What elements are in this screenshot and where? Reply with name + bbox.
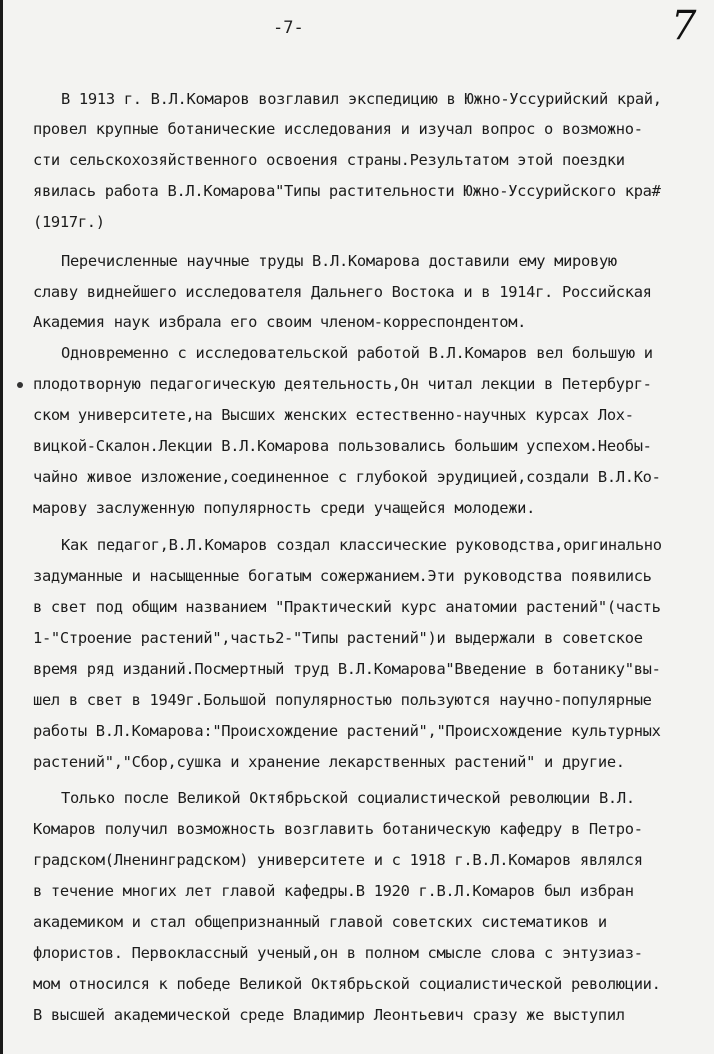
text-line: ском университете,на Высших женских естественно-научных курсах Лох- xyxy=(33,406,634,424)
text-line: в течение многих лет главой кафедры.В 1920 г.В.Л.Комаров был избран xyxy=(33,882,634,900)
text-line: плодотворную педагогическую деятельность,Он читал лекции в Петербург- xyxy=(33,375,652,393)
text-line: В высшей академической среде Владимир Леонтьевич сразу же выступил xyxy=(33,1006,625,1024)
text-line: шел в свет в 1949г.Большой популярностью пользуются научно-популярные xyxy=(33,691,652,709)
page-number: -7- xyxy=(273,18,304,38)
text-line: сти сельскохозяйственного освоения страны.Результатом этой поездки xyxy=(33,151,625,169)
text-line: в свет под общим названием "Практический курс анатомии растений"(часть xyxy=(33,598,661,616)
text-line: академиком и стал общепризнанный главой советских систематиков и xyxy=(33,913,607,931)
text-line: мом относился к победе Великой Октябрьской социалистической революции. xyxy=(33,975,661,993)
text-line: время ряд изданий.Посмертный труд В.Л.Комарова"Введение в ботанику"вы- xyxy=(33,660,661,678)
text-line: Перечисленные научные труды В.Л.Комарова доставили ему мировую xyxy=(61,252,617,270)
text-line: марову заслуженную популярность среди учащейся молодежи. xyxy=(33,499,536,517)
text-line: Как педагог,В.Л.Комаров создал классические руководства,оригинально xyxy=(61,536,662,554)
text-line: Только после Великой Октябрьской социалистической революции В.Л. xyxy=(61,789,635,807)
text-line: В 1913 г. В.Л.Комаров возглавил экспедицию в Южно-Уссурийский край, xyxy=(61,90,662,108)
text-line: славу виднейшего исследователя Дальнего Востока и в 1914г. Российская xyxy=(33,283,652,301)
text-line: Одновременно с исследовательской работой В.Л.Комаров вел большую и xyxy=(61,344,653,362)
text-line: чайно живое изложение,соединенное с глубокой эрудицией,создали В.Л.Ко- xyxy=(33,468,661,486)
text-line: Комаров получил возможность возглавить ботаническую кафедру в Петро- xyxy=(33,820,643,838)
text-line: растений","Сбор,сушка и хранение лекарственных растений" и другие. xyxy=(33,753,625,771)
text-line: Академия наук избрала его своим членом-корреспондентом. xyxy=(33,313,527,331)
handwritten-page-number: 7 xyxy=(671,3,697,49)
text-line: (1917г.) xyxy=(33,213,105,231)
text-line: провел крупные ботанические исследования и изучал вопрос о возможно- xyxy=(33,120,643,138)
text-line: флористов. Первоклассный ученый,он в полном смысле слова с энтузиаз- xyxy=(33,944,643,962)
text-line: 1-"Строение растений",часть2-"Типы растений")и выдержали в советское xyxy=(33,629,643,647)
text-line: вицкой-Скалон.Лекции В.Л.Комарова пользовались большим успехом.Необы- xyxy=(33,437,652,455)
margin-mark xyxy=(17,382,23,388)
text-line: задуманные и насыщенные богатым сожержанием.Эти руководства появились xyxy=(33,567,652,585)
text-line: градском(Лненинградском) университете и с 1918 г.В.Л.Комаров являлся xyxy=(33,851,643,869)
text-line: явилась работа В.Л.Комарова"Типы растительности Южно-Уссурийского кра# xyxy=(33,182,661,200)
text-line: работы В.Л.Комарова:"Происхождение растений","Происхождение культурных xyxy=(33,722,661,740)
